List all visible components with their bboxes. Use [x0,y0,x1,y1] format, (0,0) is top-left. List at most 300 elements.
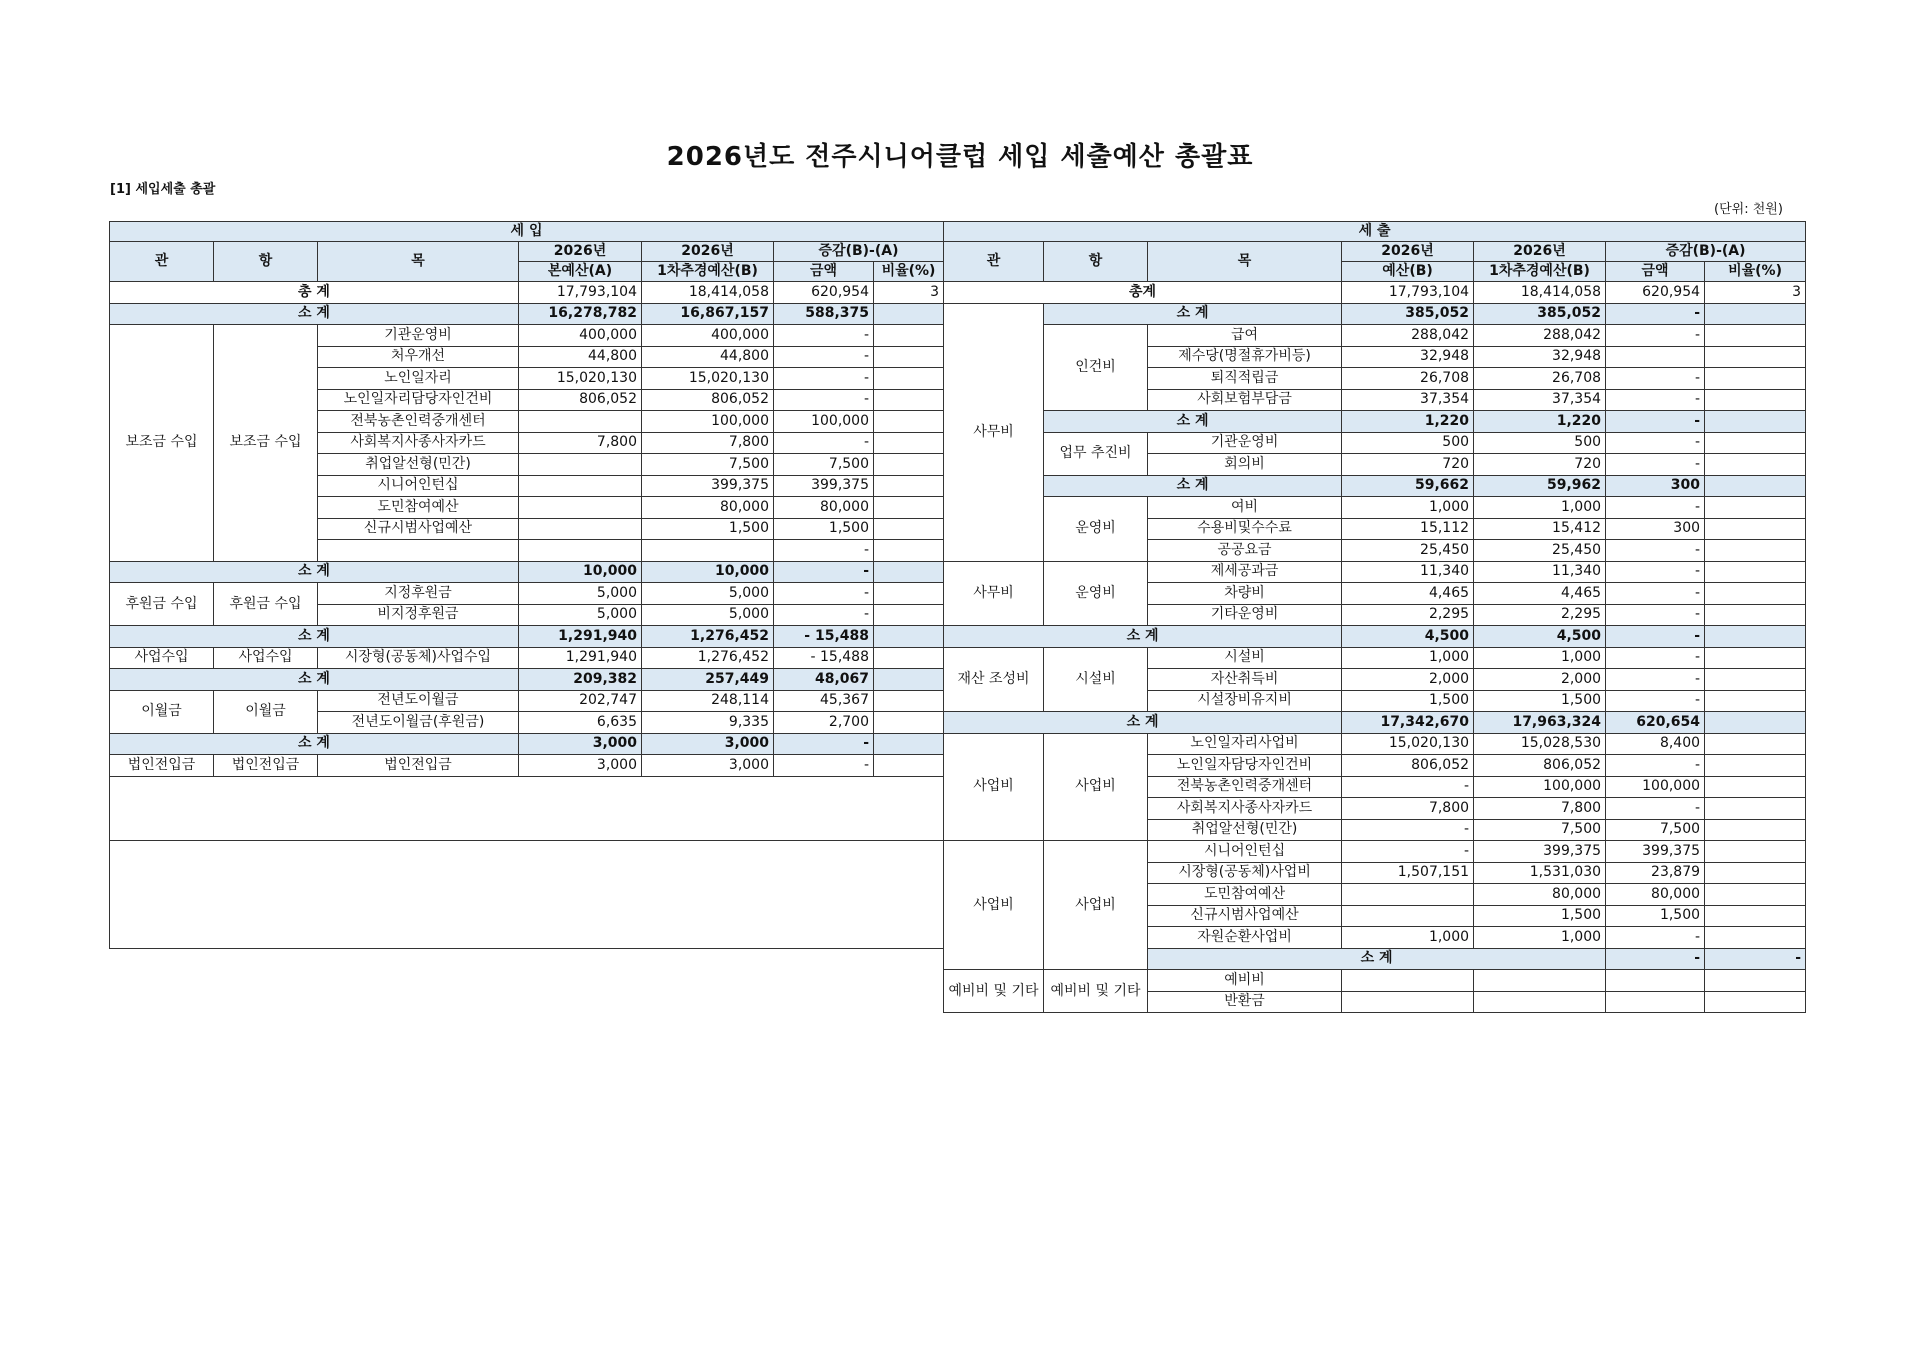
expense-item-budget-b: 1,500 [1474,905,1606,927]
expense-item-ratio [1705,604,1806,626]
expense-hang-reserve: 예비비 및 기타 [1044,970,1148,1013]
expense-subtotal-budget-b: 59,962 [1474,475,1606,497]
income-item-diff: 45,367 [774,690,874,712]
income-subtotal-diff: 588,375 [774,303,874,325]
expense-item-diff: - [1606,583,1705,605]
income-item-ratio [874,454,944,476]
expense-item-budget-a: 26,708 [1342,368,1474,390]
section-label: [1] 세입세출 총괄 [110,182,216,197]
expense-subtotal-diff: 620,654 [1606,712,1705,734]
income-subtotal-budget-b: 257,449 [642,669,774,691]
income-item-diff: - [774,389,874,411]
expense-item-ratio [1705,819,1806,841]
income-item-budget-a [519,454,642,476]
expense-item-diff: - [1606,368,1705,390]
income-subtotal-ratio [874,733,944,755]
expense-item-budget-b: 806,052 [1474,755,1606,777]
expense-item-ratio [1705,389,1806,411]
income-subtotal-ratio [874,669,944,691]
expense-item-diff: - [1606,325,1705,347]
income-item-mok: 비지정후원금 [318,604,519,626]
income-item-budget-b: 1,276,452 [642,647,774,669]
expense-item-diff: 100,000 [1606,776,1705,798]
expense-hang-personnel: 인건비 [1044,325,1148,411]
income-item-budget-b: 7,500 [642,454,774,476]
income-item-budget-b: 7,800 [642,432,774,454]
income-item-ratio [874,475,944,497]
income-item-budget-b: 1,500 [642,518,774,540]
income-grand-total-budget-a: 17,793,104 [519,282,642,304]
expense-item-mok: 신규시범사업예산 [1148,905,1342,927]
expense-column-header-gwan: 관 [944,242,1044,282]
expense-subtotal-budget-a: 4,500 [1342,626,1474,648]
expense-gwan-property: 재산 조성비 [944,647,1044,712]
income-item-mok: 노인일자리 [318,368,519,390]
income-item-diff: - [774,432,874,454]
expense-item-mok: 노인일자리사업비 [1148,733,1342,755]
expense-item-ratio [1705,776,1806,798]
expense-item-budget-a [1342,884,1474,906]
income-item-mok: 사회복지사종사자카드 [318,432,519,454]
expense-item-budget-b: 32,948 [1474,346,1606,368]
expense-item-ratio [1705,368,1806,390]
expense-item-diff: - [1606,669,1705,691]
expense-hang-project: 사업비 [1044,733,1148,841]
income-item-ratio [874,497,944,519]
income-grand-total-diff: 620,954 [774,282,874,304]
expense-item-budget-b: 26,708 [1474,368,1606,390]
table-row [110,282,1806,304]
expense-item-budget-a: 2,295 [1342,604,1474,626]
income-gwan-carryover: 이월금 [110,690,214,733]
income-item-ratio [874,411,944,433]
expense-subtotal-budget-b: 17,963,324 [1474,712,1606,734]
expense-item-ratio [1705,561,1806,583]
income-item-budget-b: 100,000 [642,411,774,433]
expense-item-mok: 도민참여예산 [1148,884,1342,906]
expense-item-ratio [1705,518,1806,540]
income-subtotal-ratio [874,561,944,583]
expense-item-diff: 80,000 [1606,884,1705,906]
income-item-budget-b [642,540,774,562]
expense-column-header-budget-a: 예산(B) [1342,262,1474,282]
income-item-budget-a: 44,800 [519,346,642,368]
expense-column-header-hang: 항 [1044,242,1148,282]
expense-item-budget-a: - [1342,819,1474,841]
income-gwan-donation: 후원금 수입 [110,583,214,626]
income-subtotal-budget-a: 1,291,940 [519,626,642,648]
expense-item-ratio [1705,432,1806,454]
expense-grand-total-ratio: 3 [1705,282,1806,304]
income-item-diff: 399,375 [774,475,874,497]
income-item-ratio [874,325,944,347]
income-subtotal-budget-b: 3,000 [642,733,774,755]
expense-column-header-amount: 금액 [1606,262,1705,282]
expense-item-diff: 23,879 [1606,862,1705,884]
expense-hang-operating: 운영비 [1044,561,1148,626]
income-item-budget-a [519,475,642,497]
expense-item-diff: - [1606,454,1705,476]
income-gwan-business: 사업수입 [110,647,214,669]
expense-subtotal-budget-b: 1,220 [1474,411,1606,433]
expense-item-budget-b: 399,375 [1474,841,1606,863]
income-column-header-gwan: 관 [110,242,214,282]
expense-item-ratio [1705,647,1806,669]
expense-item-budget-b: 2,295 [1474,604,1606,626]
income-item-budget-a: 7,800 [519,432,642,454]
income-subtotal-diff: - 15,488 [774,626,874,648]
income-empty-area [110,776,944,841]
expense-gwan-project: 사업비 [944,733,1044,841]
expense-item-ratio [1705,905,1806,927]
income-hang-subsidy: 보조금 수입 [214,325,318,562]
expense-item-budget-a: 500 [1342,432,1474,454]
expense-item-budget-a: 2,000 [1342,669,1474,691]
income-item-budget-a: 806,052 [519,389,642,411]
income-item-budget-a [519,540,642,562]
expense-item-budget-a: 1,000 [1342,647,1474,669]
expense-subtotal-label: 소 계 [1148,948,1606,970]
expense-hang-promotion: 업무 추진비 [1044,432,1148,475]
income-item-budget-b: 806,052 [642,389,774,411]
income-item-budget-b: 399,375 [642,475,774,497]
expense-item-ratio [1705,346,1806,368]
income-subtotal-diff: - [774,561,874,583]
expense-item-diff: - [1606,604,1705,626]
income-gwan-subsidy: 보조금 수입 [110,325,214,562]
income-item-ratio [874,389,944,411]
income-subtotal-label: 소 계 [110,669,519,691]
expense-item-ratio [1705,454,1806,476]
expense-item-budget-a: 32,948 [1342,346,1474,368]
income-item-budget-a: 3,000 [519,755,642,777]
expense-subtotal-budget-a: 17,342,670 [1342,712,1474,734]
income-item-mok: 시장형(공동체)사업수입 [318,647,519,669]
expense-grand-total-label: 총계 [944,282,1342,304]
expense-subtotal-diff: 300 [1606,475,1705,497]
expense-item-diff: - [1606,798,1705,820]
expense-item-budget-a: 37,354 [1342,389,1474,411]
expense-column-header-year-b: 2026년 [1474,242,1606,262]
expense-subtotal-budget-a: 59,662 [1342,475,1474,497]
expense-column-header-diff: 증감(B)-(A) [1606,242,1806,262]
expense-item-budget-a: 1,000 [1342,497,1474,519]
expense-item-budget-b: 2,000 [1474,669,1606,691]
table-row [110,626,1806,648]
table-row [110,561,1806,583]
expense-item-mok: 차량비 [1148,583,1342,605]
income-subtotal-label: 소 계 [110,303,519,325]
expense-item-budget-a: 11,340 [1342,561,1474,583]
expense-subtotal-budget-b: 385,052 [1474,303,1606,325]
expense-item-budget-a: 25,450 [1342,540,1474,562]
income-item-budget-a [519,411,642,433]
expense-hang-property: 시설비 [1044,647,1148,712]
income-item-ratio [874,346,944,368]
income-gwan-transfer: 법인전입금 [110,755,214,777]
expense-item-budget-b: 80,000 [1474,884,1606,906]
expense-subtotal-budget-a: - [1606,948,1705,970]
income-subtotal-diff: - [774,733,874,755]
table-row [110,712,1806,734]
income-item-diff: - [774,540,874,562]
expense-item-budget-a [1342,970,1474,992]
income-grand-total-ratio: 3 [874,282,944,304]
income-subtotal-label: 소 계 [110,733,519,755]
income-subtotal-budget-a: 16,278,782 [519,303,642,325]
income-item-mok: 노인일자리담당자인건비 [318,389,519,411]
income-subtotal-budget-b: 10,000 [642,561,774,583]
expense-gwan-office: 사무비 [944,303,1044,561]
income-subtotal-diff: 48,067 [774,669,874,691]
income-column-header-mok: 목 [318,242,519,282]
income-hang-carryover: 이월금 [214,690,318,733]
expense-item-budget-b: 100,000 [1474,776,1606,798]
expense-gwan-project: 사업비 [944,841,1044,970]
income-empty-area [110,948,944,1013]
income-item-mok: 전년도이월금(후원금) [318,712,519,734]
expense-item-budget-a: 288,042 [1342,325,1474,347]
expense-item-budget-a: 15,020,130 [1342,733,1474,755]
income-item-ratio [874,368,944,390]
income-item-diff: - 15,488 [774,647,874,669]
expense-subtotal-label: 소 계 [1044,411,1342,433]
income-item-diff: 2,700 [774,712,874,734]
expense-item-mok: 시설비 [1148,647,1342,669]
income-item-ratio [874,518,944,540]
expense-item-budget-b: 4,465 [1474,583,1606,605]
expense-item-mok: 수용비및수수료 [1148,518,1342,540]
expense-item-mok: 급여 [1148,325,1342,347]
income-subtotal-budget-a: 10,000 [519,561,642,583]
income-subtotal-budget-a: 3,000 [519,733,642,755]
income-subtotal-budget-b: 16,867,157 [642,303,774,325]
expense-item-ratio [1705,991,1806,1013]
expense-item-ratio [1705,497,1806,519]
expense-item-mok: 전북농촌인력중개센터 [1148,776,1342,798]
income-grand-total-budget-b: 18,414,058 [642,282,774,304]
expense-subtotal-label: 소 계 [1044,303,1342,325]
income-item-budget-b: 5,000 [642,583,774,605]
expense-item-diff: - [1606,432,1705,454]
income-item-diff: - [774,346,874,368]
expense-item-diff: 300 [1606,518,1705,540]
income-item-ratio [874,432,944,454]
income-item-ratio [874,647,944,669]
expense-item-ratio [1705,540,1806,562]
expense-item-ratio [1705,755,1806,777]
expense-item-diff: - [1606,497,1705,519]
income-item-mok: 전년도이월금 [318,690,519,712]
income-item-diff: 100,000 [774,411,874,433]
expense-item-ratio [1705,733,1806,755]
expense-column-header-budget-b: 1차추경예산(B) [1474,262,1606,282]
expense-item-budget-a: - [1342,841,1474,863]
expense-item-ratio [1705,884,1806,906]
expense-item-budget-b: 1,531,030 [1474,862,1606,884]
expense-subtotal-label: 소 계 [944,626,1342,648]
income-item-mok: 법인전입금 [318,755,519,777]
income-hang-donation: 후원금 수입 [214,583,318,626]
expense-item-budget-b: 1,000 [1474,497,1606,519]
income-empty-area [110,841,944,949]
income-subtotal-label: 소 계 [110,561,519,583]
expense-item-mok: 기타운영비 [1148,604,1342,626]
income-item-diff: - [774,583,874,605]
income-item-diff: - [774,368,874,390]
expense-item-budget-b: 720 [1474,454,1606,476]
income-item-mok: 지정후원금 [318,583,519,605]
expense-item-budget-a: 15,112 [1342,518,1474,540]
income-item-budget-b: 15,020,130 [642,368,774,390]
expense-item-ratio [1705,862,1806,884]
income-hang-business: 사업수입 [214,647,318,669]
expense-item-budget-b: 15,412 [1474,518,1606,540]
expense-item-diff: 8,400 [1606,733,1705,755]
expense-subtotal-budget-a: 1,220 [1342,411,1474,433]
expense-subtotal-budget-b: 4,500 [1474,626,1606,648]
table-row [110,841,1806,863]
income-item-mok: 도민참여예산 [318,497,519,519]
expense-grand-total-budget-a: 17,793,104 [1342,282,1474,304]
expense-item-mok: 제수당(명절휴가비등) [1148,346,1342,368]
unit-label: (단위: 천원) [1714,202,1783,217]
expense-item-mok: 시장형(공동체)사업비 [1148,862,1342,884]
income-item-budget-b: 3,000 [642,755,774,777]
income-subtotal-budget-b: 1,276,452 [642,626,774,648]
expense-item-budget-a: 7,800 [1342,798,1474,820]
expense-item-diff [1606,991,1705,1013]
income-item-diff: 1,500 [774,518,874,540]
income-column-header-hang: 항 [214,242,318,282]
expense-item-mok: 여비 [1148,497,1342,519]
table-row [110,242,1806,262]
income-item-budget-b: 44,800 [642,346,774,368]
table-row [110,733,1806,755]
expense-item-mok: 노인일자담당자인건비 [1148,755,1342,777]
income-item-budget-a: 6,635 [519,712,642,734]
income-item-ratio [874,690,944,712]
income-item-mok: 신규시범사업예산 [318,518,519,540]
expense-item-budget-b: 25,450 [1474,540,1606,562]
income-item-mok [318,540,519,562]
expense-item-ratio [1705,669,1806,691]
expense-item-budget-a [1342,905,1474,927]
expense-item-budget-b: 1,000 [1474,927,1606,949]
income-column-header-diff: 증감(B)-(A) [774,242,944,262]
income-hang-transfer: 법인전입금 [214,755,318,777]
income-item-diff: 80,000 [774,497,874,519]
expense-item-budget-a: - [1342,776,1474,798]
income-item-budget-a [519,497,642,519]
income-item-mok: 전북농촌인력중개센터 [318,411,519,433]
expense-gwan-office: 사무비 [944,561,1044,626]
income-item-budget-b: 400,000 [642,325,774,347]
expense-item-budget-a: 720 [1342,454,1474,476]
expense-item-mok: 사회복지사종사자카드 [1148,798,1342,820]
income-item-mok: 시니어인턴십 [318,475,519,497]
expense-subtotal-diff: - [1606,411,1705,433]
expense-subtotal-budget-b: - [1705,948,1806,970]
income-column-header-ratio: 비율(%) [874,262,944,282]
expense-item-mok: 사회보험부담금 [1148,389,1342,411]
expense-item-ratio [1705,798,1806,820]
budget-table-body [110,222,1806,1013]
income-column-header-amount: 금액 [774,262,874,282]
expense-item-budget-b: 288,042 [1474,325,1606,347]
expense-item-mok: 예비비 [1148,970,1342,992]
expense-column-header-year-a: 2026년 [1342,242,1474,262]
expense-item-mok: 시니어인턴십 [1148,841,1342,863]
expense-item-diff: 1,500 [1606,905,1705,927]
expense-subtotal-label: 소 계 [944,712,1342,734]
expense-item-mok: 시설장비유지비 [1148,690,1342,712]
income-column-header-year-b: 2026년 [642,242,774,262]
expense-subtotal-label: 소 계 [1044,475,1342,497]
income-item-budget-a: 1,291,940 [519,647,642,669]
expense-item-budget-b: 7,500 [1474,819,1606,841]
page-title: 2026년도 전주시니어클럽 세입 세출예산 총괄표 [666,142,1254,172]
expense-item-budget-a: 4,465 [1342,583,1474,605]
income-item-budget-b: 248,114 [642,690,774,712]
expense-item-ratio [1705,970,1806,992]
budget-summary-table [109,221,1806,1013]
expense-item-mok: 제세공과금 [1148,561,1342,583]
income-item-budget-b: 80,000 [642,497,774,519]
expense-item-diff: - [1606,389,1705,411]
expense-item-budget-a: 806,052 [1342,755,1474,777]
expense-item-diff: - [1606,755,1705,777]
income-item-diff: - [774,755,874,777]
expense-item-budget-b: 1,000 [1474,647,1606,669]
income-item-mok: 기관운영비 [318,325,519,347]
income-section-header: 세 입 [110,222,944,242]
expense-item-budget-b: 15,028,530 [1474,733,1606,755]
expense-item-diff: - [1606,540,1705,562]
expense-item-mok: 공공요금 [1148,540,1342,562]
income-item-budget-b: 9,335 [642,712,774,734]
income-item-budget-a: 202,747 [519,690,642,712]
income-item-ratio [874,604,944,626]
expense-subtotal-ratio [1705,712,1806,734]
expense-subtotal-ratio [1705,475,1806,497]
expense-item-budget-b: 1,500 [1474,690,1606,712]
expense-item-budget-a: 1,000 [1342,927,1474,949]
expense-item-ratio [1705,325,1806,347]
expense-item-budget-a: 1,500 [1342,690,1474,712]
expense-column-header-ratio: 비율(%) [1705,262,1806,282]
expense-item-ratio [1705,927,1806,949]
expense-item-diff: - [1606,690,1705,712]
expense-column-header-mok: 목 [1148,242,1342,282]
expense-item-budget-b [1474,970,1606,992]
income-item-budget-b: 5,000 [642,604,774,626]
expense-subtotal-ratio [1705,411,1806,433]
income-subtotal-label: 소 계 [110,626,519,648]
expense-item-diff: - [1606,927,1705,949]
income-item-mok: 취업알선형(민간) [318,454,519,476]
expense-item-budget-b [1474,991,1606,1013]
income-item-budget-a: 5,000 [519,583,642,605]
expense-item-diff: 7,500 [1606,819,1705,841]
income-subtotal-ratio [874,303,944,325]
income-item-ratio [874,583,944,605]
table-row [110,303,1806,325]
expense-item-mok: 퇴직적립금 [1148,368,1342,390]
expense-item-budget-b: 11,340 [1474,561,1606,583]
income-item-budget-a [519,518,642,540]
expense-item-mok: 취업알선형(민간) [1148,819,1342,841]
